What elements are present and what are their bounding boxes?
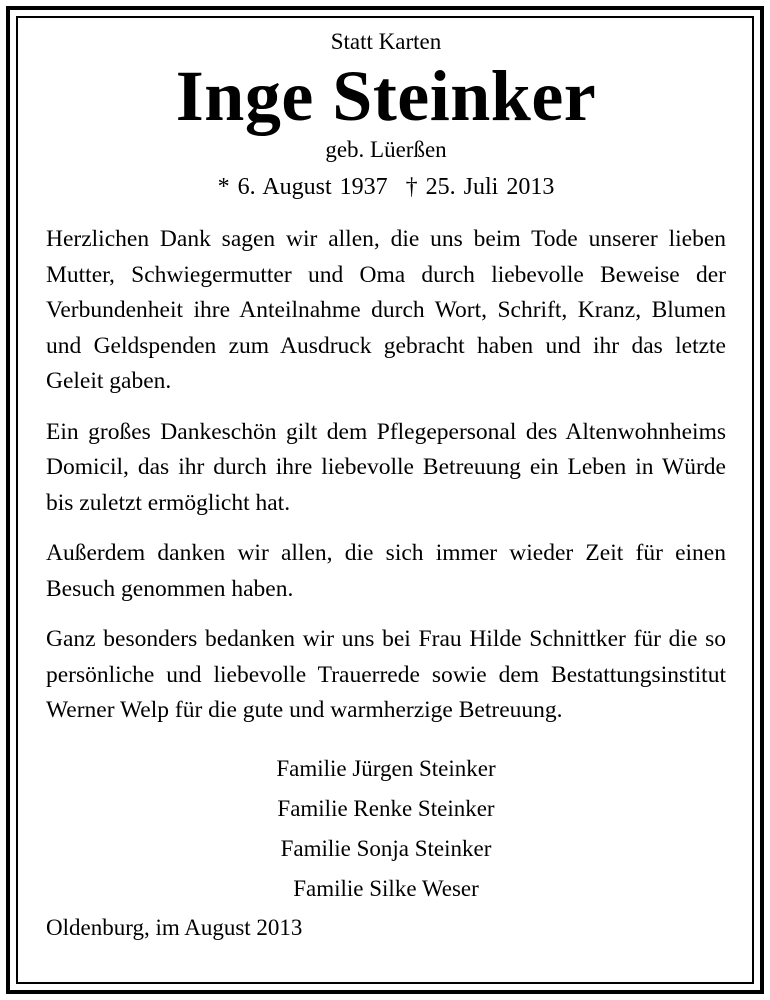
family-name: Familie Jürgen Steinker: [276, 755, 496, 781]
life-dates: [46, 170, 726, 204]
notice-header: Statt Karten: [330, 29, 442, 54]
obituary-notice: [46, 28, 726, 968]
family-name: Familie Silke Weser: [293, 875, 479, 901]
care-staff-paragraph: Ein großes Dankeschön gilt dem Pflegepersonal des Altenwohnheims Domicil, das ihr durch ihre liebevolle Betreuung ein Leben in Würde bis zuletzt ermöglicht hat.: [46, 418, 726, 516]
family-name: Familie Renke Steinker: [277, 795, 495, 821]
family-signatures: [46, 749, 726, 909]
death-date: † 25. Juli 2013: [405, 174, 555, 200]
family-name: Familie Sonja Steinker: [280, 835, 492, 861]
thanks-paragraph: Herzlichen Dank sagen wir allen, die uns beim Tode unserer lieben Mutter, Schwiegermutter und Oma durch liebevolle Beweise der Verbundenheit ihre Anteilnahme durch Wort, Schrift, Kranz, Blumen und Geldspenden zum Ausdruck gebracht haben und ihr das letzte Geleit gaben.: [46, 226, 726, 394]
place-and-date: Oldenburg, im August 2013: [46, 914, 303, 940]
eulogy-paragraph: Ganz besonders bedanken wir uns bei Frau Hilde Schnittker für die so persönliche und liebevolle Trauerrede sowie dem Bestattungsinstitut Werner Welp für die gute und warmherzige Betreuung.: [46, 626, 726, 723]
deceased-name: Inge Steinker: [175, 56, 597, 136]
maiden-name: geb. Lüerßen: [325, 137, 447, 162]
visitors-paragraph: Außerdem danken wir allen, die sich immer wieder Zeit für einen Besuch genommen haben.: [46, 540, 726, 602]
birth-date: * 6. August 1937: [217, 174, 388, 200]
